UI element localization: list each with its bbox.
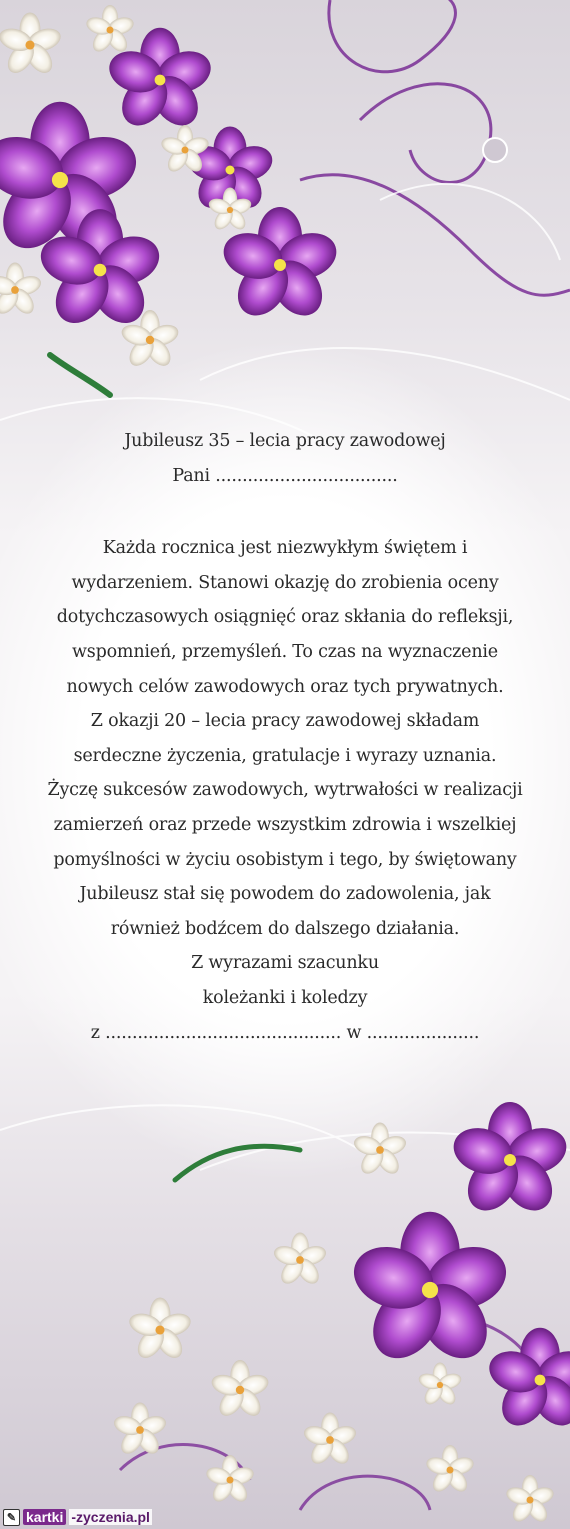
pencil-icon: ✎ <box>3 1509 20 1526</box>
title-line: Jubileusz 35 – lecia pracy zawodowej <box>124 431 446 451</box>
closing-line: Z wyrazami szacunku <box>191 953 379 974</box>
body-line: Jubileusz stał się powodem do zadowolenia, jak <box>79 884 491 905</box>
body-line: nowych celów zawodowych oraz tych prywatnych. <box>66 676 504 697</box>
greeting-text <box>20 424 550 1050</box>
body-line: Z okazji 20 – lecia pracy zawodowej składam <box>90 711 480 732</box>
logo-text-kartki: kartki <box>23 1509 66 1525</box>
body-line: dotychczasowych osiągnięć oraz skłania do refleksji, <box>56 607 514 628</box>
signature-line: koleżanki i koledzy <box>202 987 368 1008</box>
body-line: Życzę sukcesów zawodowych, wytrwałości w realizacji <box>47 780 523 801</box>
logo-text-domain: -zyczenia.pl <box>71 1509 150 1525</box>
place-date-line: z ............................................ w ..................... <box>90 1022 480 1043</box>
recipient-line: Pani .................................. <box>172 465 398 486</box>
body-line: serdeczne życzenia, gratulacje i wyrazy uznania. <box>73 745 497 766</box>
body-line: pomyślności w życiu osobistym i tego, by świętowany <box>53 849 517 870</box>
body-line: zamierzeń oraz przede wszystkim zdrowia i wszelkiej <box>53 814 517 835</box>
body-line: wspomnień, przemyśleń. To czas na wyznaczenie <box>72 641 498 662</box>
body-line: również bodźcem do dalszego działania. <box>110 918 460 939</box>
body-line: wydarzeniem. Stanowi okazję do zrobienia oceny <box>71 572 499 593</box>
site-logo[interactable] <box>3 1507 152 1527</box>
body-line: Każda rocznica jest niezwykłym świętem i <box>102 538 468 559</box>
spacer <box>20 493 550 531</box>
